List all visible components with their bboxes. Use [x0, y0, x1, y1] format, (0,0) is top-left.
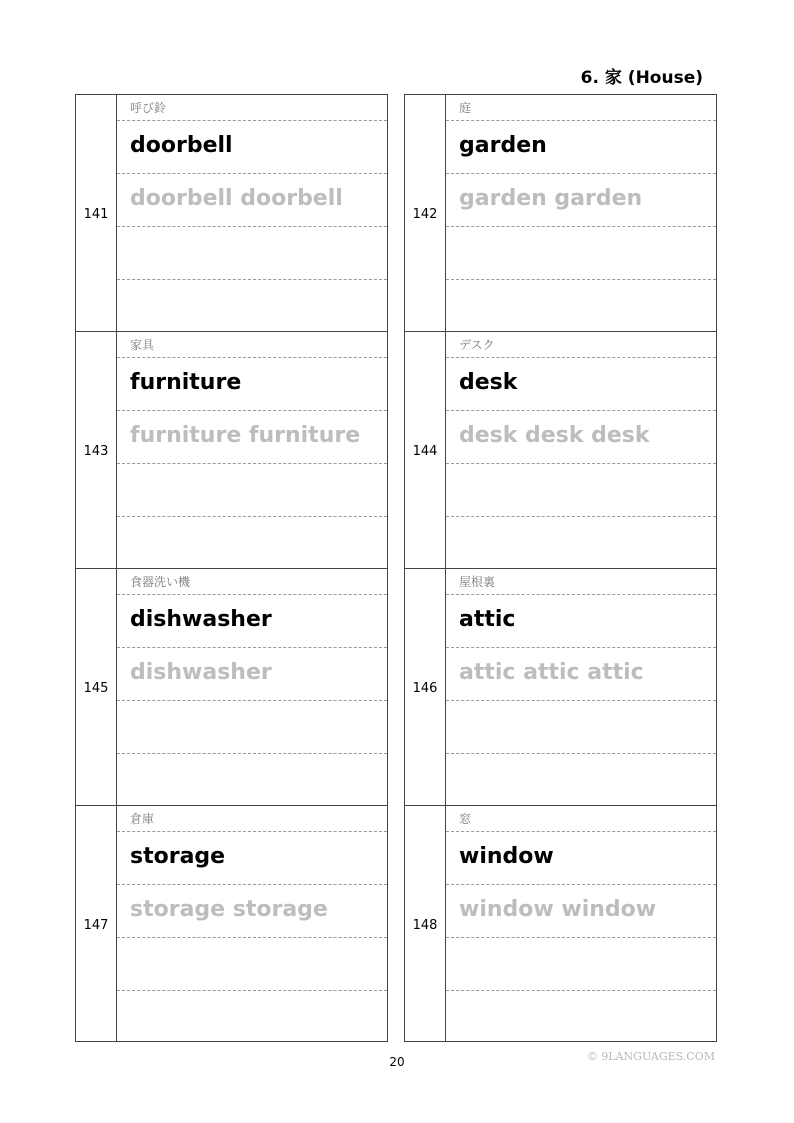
writing-line[interactable] — [117, 464, 387, 517]
writing-line[interactable] — [117, 227, 387, 280]
japanese-label: 家具 — [130, 338, 155, 352]
number-column — [76, 95, 117, 331]
number-column — [405, 95, 446, 331]
number-column — [405, 806, 446, 1041]
japanese-label: デスク — [459, 338, 495, 352]
vocab-word: window — [459, 844, 554, 869]
writing-line[interactable] — [117, 991, 387, 1043]
japanese-label: 倉庫 — [130, 812, 155, 826]
writing-line[interactable] — [117, 754, 387, 806]
trace-text: garden garden — [459, 186, 643, 211]
writing-line[interactable] — [446, 227, 716, 280]
trace-text: attic attic attic — [459, 660, 644, 685]
writing-line[interactable] — [117, 938, 387, 991]
number-column — [76, 332, 117, 568]
trace-text: furniture furniture — [130, 423, 361, 448]
writing-line[interactable] — [446, 991, 716, 1043]
vocab-card-147 — [75, 805, 388, 1042]
writing-line[interactable] — [446, 464, 716, 517]
number-column — [405, 332, 446, 568]
vocab-word: desk — [459, 370, 518, 395]
writing-line[interactable] — [446, 280, 716, 332]
vocab-card-146 — [404, 568, 717, 805]
writing-line[interactable] — [446, 754, 716, 806]
vocab-word: attic — [459, 607, 516, 632]
trace-text: dishwasher — [130, 660, 272, 685]
vocabulary-grid — [75, 94, 717, 1042]
entry-number: 144 — [412, 444, 438, 459]
vocab-card-143 — [75, 331, 388, 568]
japanese-label: 庭 — [459, 101, 472, 115]
japanese-label: 食器洗い機 — [130, 575, 191, 589]
entry-number: 148 — [412, 918, 438, 933]
entry-number: 145 — [83, 681, 109, 696]
japanese-label: 呼び鈴 — [130, 101, 167, 115]
vocab-word: doorbell — [130, 133, 233, 158]
writing-line[interactable] — [446, 938, 716, 991]
vocab-word: storage — [130, 844, 226, 869]
entry-number: 147 — [83, 918, 109, 933]
entry-number: 146 — [412, 681, 438, 696]
number-column — [76, 569, 117, 805]
vocab-card-141 — [75, 94, 388, 331]
vocab-word: dishwasher — [130, 607, 272, 632]
copyright-notice: © 9LANGUAGES.COM — [586, 1050, 715, 1063]
japanese-label: 窓 — [459, 812, 472, 826]
trace-text: window window — [459, 897, 657, 922]
writing-line[interactable] — [117, 280, 387, 332]
number-column — [76, 806, 117, 1041]
vocab-card-144 — [404, 331, 717, 568]
writing-line[interactable] — [446, 701, 716, 754]
japanese-label: 屋根裏 — [459, 575, 496, 589]
page-title: 6. 家 (House) — [580, 68, 703, 88]
trace-text: doorbell doorbell — [130, 186, 343, 211]
entry-number: 143 — [83, 444, 109, 459]
vocab-card-145 — [75, 568, 388, 805]
trace-text: storage storage — [130, 897, 328, 922]
writing-line[interactable] — [117, 701, 387, 754]
vocab-word: garden — [459, 133, 547, 158]
vocab-word: furniture — [130, 370, 242, 395]
vocab-card-142 — [404, 94, 717, 331]
page-number: 20 — [389, 1055, 405, 1069]
number-column — [405, 569, 446, 805]
entry-number: 142 — [412, 207, 438, 222]
entry-number: 141 — [83, 207, 109, 222]
writing-line[interactable] — [446, 517, 716, 569]
trace-text: desk desk desk — [459, 423, 650, 448]
vocab-card-148 — [404, 805, 717, 1042]
writing-line[interactable] — [117, 517, 387, 569]
